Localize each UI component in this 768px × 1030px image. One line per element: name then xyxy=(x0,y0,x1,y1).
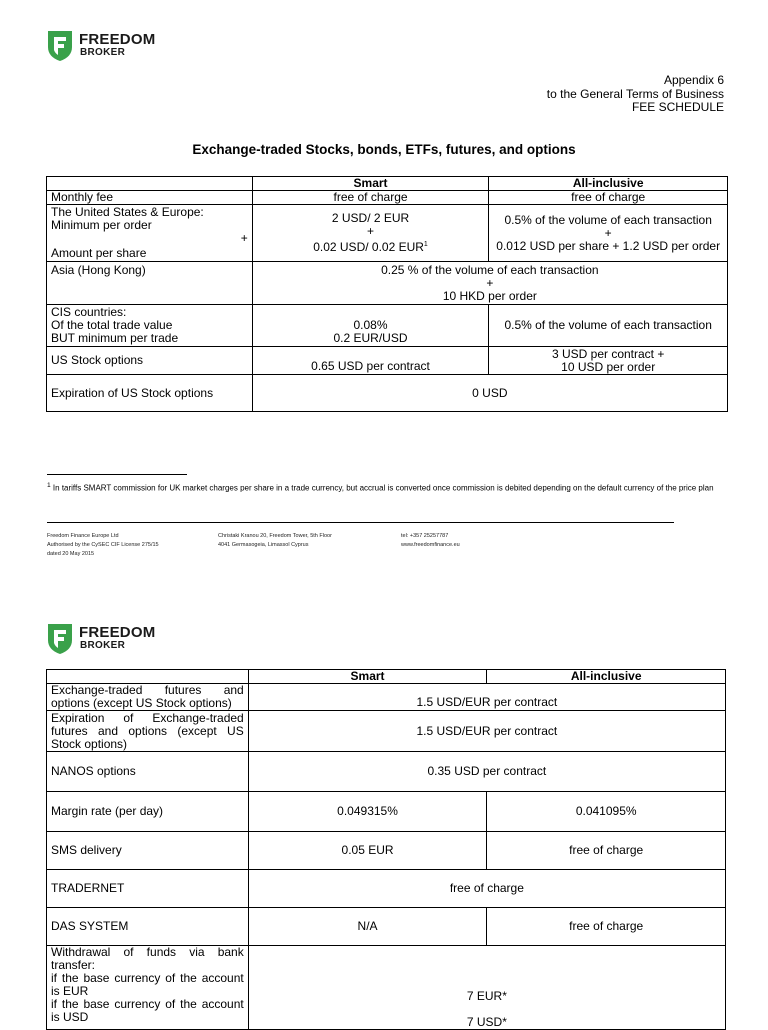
cell-all-inclusive: free of charge xyxy=(489,191,728,205)
cell-merged: 0 USD xyxy=(252,375,727,412)
value-line: 7 EUR* xyxy=(466,989,507,1003)
freedom-broker-logo xyxy=(47,30,167,62)
footer-line: Authorised by the CySEC CIF License 275/15 xyxy=(47,542,159,548)
cell-smart: 0.049315% xyxy=(248,792,487,832)
logo-word-broker: BROKER xyxy=(80,47,126,58)
row-label: SMS delivery xyxy=(47,832,249,870)
cell-smart xyxy=(252,205,489,262)
logo-word-freedom: FREEDOM xyxy=(79,31,156,48)
cell-merged: 1.5 USD/EUR per contract xyxy=(248,711,725,752)
cell-merged: 0.35 USD per contract xyxy=(248,752,725,792)
table-row xyxy=(47,908,726,946)
table-row xyxy=(47,752,726,792)
label-line: Withdrawal of funds via bank transfer: xyxy=(51,945,244,972)
row-label: Monthly fee xyxy=(47,191,253,205)
table-row xyxy=(47,205,728,262)
value-line: 10 USD per order xyxy=(561,359,656,374)
footer-rule xyxy=(47,522,674,523)
value-line: 2 USD/ 2 EUR xyxy=(331,211,410,225)
table-row xyxy=(47,347,728,375)
cell-all-inclusive: 0.041095% xyxy=(487,792,726,832)
label-line: Minimum per order xyxy=(51,218,152,232)
plus-sign: + xyxy=(240,231,248,245)
footer-line: Freedom Finance Europe Ltd xyxy=(47,533,119,539)
logo-word-broker: BROKER xyxy=(80,640,126,651)
cell-merged: free of charge xyxy=(248,870,725,908)
cell-all-inclusive xyxy=(489,347,728,375)
value-text: 0.02 USD/ 0.02 EUR xyxy=(313,240,424,254)
table-row xyxy=(47,684,726,711)
value-line: 0.012 USD per share + 1.2 USD per order xyxy=(496,238,721,253)
row-label-withdrawal xyxy=(47,946,249,1030)
row-label: Expiration of Exchange-traded futures and options (except US Stock options) xyxy=(47,711,249,752)
footnote-text: In tariffs SMART commission for UK market charges per share in a trade currency, but accrual is converted once commission is debited depending on the default currency of the price plan xyxy=(50,483,714,493)
value-line: 0.2 EUR/USD xyxy=(333,331,408,345)
cell-merged xyxy=(248,946,725,1030)
footer-address xyxy=(218,532,332,550)
row-label-us-europe xyxy=(47,205,253,262)
value-line: 7 USD* xyxy=(466,1015,507,1029)
table-row xyxy=(47,305,728,347)
label-line: Of the total trade value xyxy=(51,318,173,332)
cell-smart: 0.65 USD per contract xyxy=(252,347,489,375)
cell-all-inclusive xyxy=(489,205,728,262)
value-line: 0.08% xyxy=(353,318,388,332)
footnote-ref: 1 xyxy=(423,241,428,248)
table-row xyxy=(47,262,728,305)
freedom-shield-icon xyxy=(47,623,73,655)
fee-table-derivatives xyxy=(46,669,726,1030)
header-cell-empty xyxy=(47,670,249,684)
cell-all-inclusive: 0.5% of the volume of each transaction xyxy=(489,305,728,347)
value-line: + xyxy=(486,275,494,290)
footer-line: Christaki Kranou 20, Freedom Tower, 5th Floor xyxy=(218,533,332,539)
row-label-cis xyxy=(47,305,253,347)
table-row xyxy=(47,191,728,205)
cell-all-inclusive: free of charge xyxy=(487,832,726,870)
value-line: + xyxy=(604,225,612,240)
freedom-shield-icon xyxy=(47,30,73,62)
row-label: Exchange-traded futures and options (except US Stock options) xyxy=(47,684,249,711)
label-line: Amount per share xyxy=(51,246,147,260)
label-line: if the base currency of the account is USD xyxy=(51,997,244,1024)
header-smart: Smart xyxy=(248,670,487,684)
value-line xyxy=(257,238,485,254)
fee-table-stocks xyxy=(46,176,728,412)
document-title: Exchange-traded Stocks, bonds, ETFs, futures, and options xyxy=(192,142,576,157)
row-label: Margin rate (per day) xyxy=(47,792,249,832)
cell-smart: N/A xyxy=(248,908,487,946)
appendix-line: FEE SCHEDULE xyxy=(631,100,724,114)
cell-merged: 1.5 USD/EUR per contract xyxy=(248,684,725,711)
row-label: Asia (Hong Kong) xyxy=(47,262,253,305)
label-line: CIS countries: xyxy=(51,305,127,319)
value-line: 0.25 % of the volume of each transaction xyxy=(381,262,599,277)
value-line: 0.5% of the volume of each transaction xyxy=(504,212,712,227)
table-header-row xyxy=(47,670,726,684)
footer-company xyxy=(47,532,159,559)
row-label: NANOS options xyxy=(47,752,249,792)
table-row xyxy=(47,832,726,870)
value-line: + xyxy=(367,224,375,238)
table-row xyxy=(47,375,728,412)
freedom-broker-logo xyxy=(47,623,167,655)
row-label: DAS SYSTEM xyxy=(47,908,249,946)
value-line: 3 USD per contract + xyxy=(551,346,665,361)
row-label: Expiration of US Stock options xyxy=(47,375,253,412)
footer-line: 4041 Germasogeia, Limassol Cyprus xyxy=(218,542,309,548)
label-line: if the base currency of the account is EUR xyxy=(51,971,244,998)
logo-word-freedom: FREEDOM xyxy=(79,624,156,641)
row-label: TRADERNET xyxy=(47,870,249,908)
cell-merged xyxy=(252,262,727,305)
table-row xyxy=(47,946,726,1030)
label-line: BUT minimum per trade xyxy=(51,331,179,345)
footnote-separator xyxy=(47,474,187,475)
table-header-row xyxy=(47,177,728,191)
appendix-line: Appendix 6 xyxy=(663,73,724,87)
header-cell-empty xyxy=(47,177,253,191)
label-line: The United States & Europe: xyxy=(51,205,204,219)
footer-line: dated 20 May 2015 xyxy=(47,551,95,557)
cell-smart xyxy=(252,305,489,347)
cell-smart: free of charge xyxy=(252,191,489,205)
footer-contact xyxy=(401,532,460,550)
cell-all-inclusive: free of charge xyxy=(487,908,726,946)
footnote xyxy=(47,481,727,494)
table-row xyxy=(47,711,726,752)
value-line: 10 HKD per order xyxy=(442,288,537,303)
header-all-inclusive: All-inclusive xyxy=(489,177,728,191)
header-all-inclusive: All-inclusive xyxy=(487,670,726,684)
table-row xyxy=(47,792,726,832)
appendix-block xyxy=(547,74,724,115)
row-label: US Stock options xyxy=(47,347,253,375)
table-row xyxy=(47,870,726,908)
appendix-line: to the General Terms of Business xyxy=(546,86,724,101)
footer-line[interactable]: www.freedomfinance.eu xyxy=(401,542,460,548)
footnote-number: 1 xyxy=(47,482,51,489)
header-smart: Smart xyxy=(252,177,489,191)
cell-smart: 0.05 EUR xyxy=(248,832,487,870)
footer-line: tel: +357 25257787 xyxy=(401,533,449,539)
